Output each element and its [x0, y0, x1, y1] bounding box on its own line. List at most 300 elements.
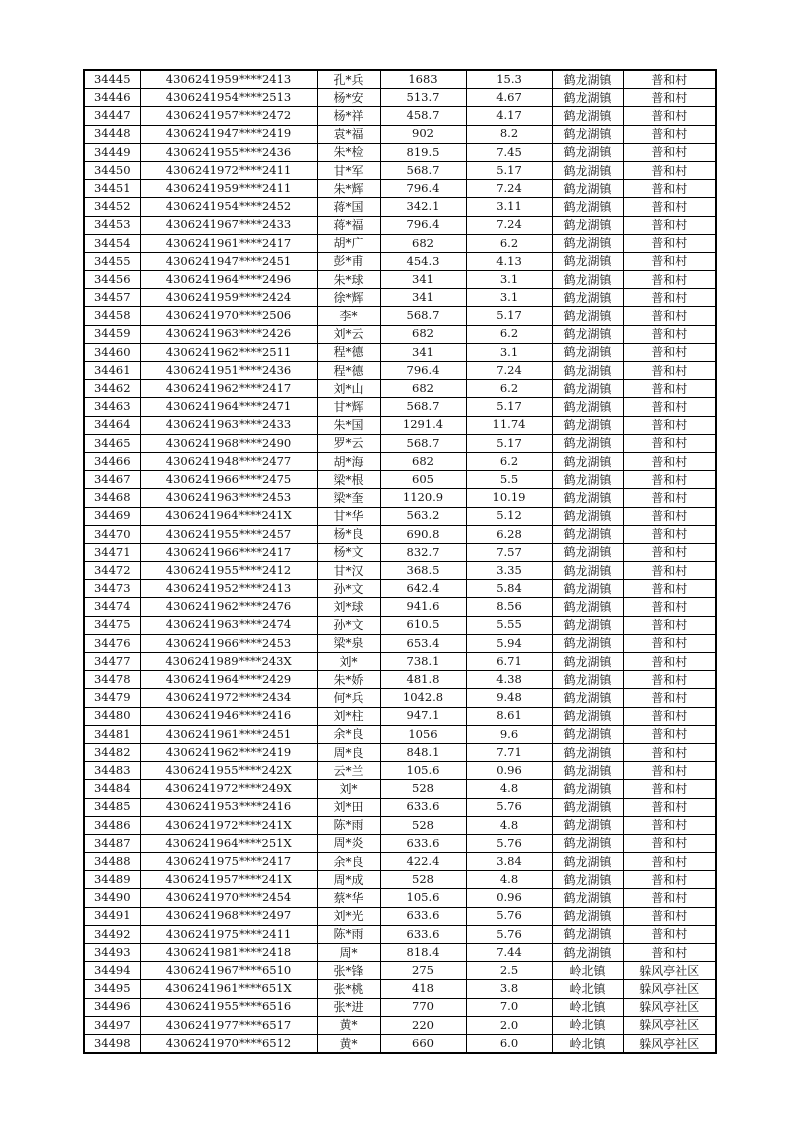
cell-masked-name: 周*良	[317, 743, 380, 761]
cell-town: 鹤龙湖镇	[552, 362, 623, 380]
cell-quantity: 7.71	[466, 743, 552, 761]
cell-masked-name: 蒋*国	[317, 198, 380, 216]
cell-seq-number: 34458	[84, 307, 140, 325]
table-row	[84, 944, 716, 962]
table-row	[84, 161, 716, 179]
cell-masked-name: 甘*华	[317, 507, 380, 525]
cell-town: 鹤龙湖镇	[552, 452, 623, 470]
table-row	[84, 998, 716, 1016]
table-row	[84, 489, 716, 507]
cell-amount: 1291.4	[380, 416, 466, 434]
cell-masked-id-number: 4306241962****2476	[140, 598, 317, 616]
cell-amount: 342.1	[380, 198, 466, 216]
cell-masked-id-number: 4306241972****249X	[140, 780, 317, 798]
cell-masked-id-number: 4306241966****2475	[140, 471, 317, 489]
cell-amount: 528	[380, 780, 466, 798]
table-row	[84, 343, 716, 361]
cell-seq-number: 34463	[84, 398, 140, 416]
cell-amount: 947.1	[380, 707, 466, 725]
cell-masked-id-number: 4306241972****2411	[140, 161, 317, 179]
cell-masked-name: 梁*奎	[317, 489, 380, 507]
cell-masked-name: 陈*雨	[317, 816, 380, 834]
cell-quantity: 7.45	[466, 143, 552, 161]
cell-masked-name: 蔡*华	[317, 889, 380, 907]
cell-quantity: 4.67	[466, 89, 552, 107]
cell-amount: 682	[380, 325, 466, 343]
table-row	[84, 762, 716, 780]
cell-quantity: 8.56	[466, 598, 552, 616]
cell-masked-id-number: 4306241981****2418	[140, 944, 317, 962]
cell-village: 普和村	[623, 598, 716, 616]
cell-quantity: 7.24	[466, 216, 552, 234]
cell-town: 鹤龙湖镇	[552, 780, 623, 798]
cell-masked-name: 徐*辉	[317, 289, 380, 307]
cell-amount: 690.8	[380, 525, 466, 543]
cell-masked-name: 朱*娇	[317, 671, 380, 689]
cell-amount: 1120.9	[380, 489, 466, 507]
cell-amount: 796.4	[380, 216, 466, 234]
cell-seq-number: 34454	[84, 234, 140, 252]
cell-masked-name: 张*桃	[317, 980, 380, 998]
cell-quantity: 4.8	[466, 780, 552, 798]
table-row	[84, 562, 716, 580]
cell-masked-id-number: 4306241955****6516	[140, 998, 317, 1016]
cell-village: 躲风亭社区	[623, 1016, 716, 1034]
cell-masked-id-number: 4306241989****243X	[140, 653, 317, 671]
records-tbody	[84, 70, 716, 1053]
cell-masked-id-number: 4306241975****2411	[140, 925, 317, 943]
table-row	[84, 380, 716, 398]
cell-masked-name: 程*德	[317, 343, 380, 361]
cell-amount: 568.7	[380, 398, 466, 416]
cell-masked-id-number: 4306241964****251X	[140, 834, 317, 852]
cell-amount: 418	[380, 980, 466, 998]
cell-village: 躲风亭社区	[623, 980, 716, 998]
cell-amount: 642.4	[380, 580, 466, 598]
table-row	[84, 198, 716, 216]
cell-masked-name: 张*锋	[317, 962, 380, 980]
cell-quantity: 11.74	[466, 416, 552, 434]
cell-quantity: 6.71	[466, 653, 552, 671]
cell-masked-id-number: 4306241959****2424	[140, 289, 317, 307]
cell-masked-name: 罗*云	[317, 434, 380, 452]
cell-amount: 568.7	[380, 434, 466, 452]
cell-masked-name: 刘*田	[317, 798, 380, 816]
cell-seq-number: 34489	[84, 871, 140, 889]
cell-town: 鹤龙湖镇	[552, 325, 623, 343]
cell-amount: 341	[380, 271, 466, 289]
cell-amount: 848.1	[380, 743, 466, 761]
cell-town: 鹤龙湖镇	[552, 398, 623, 416]
cell-masked-id-number: 4306241957****2472	[140, 107, 317, 125]
cell-masked-name: 刘*	[317, 653, 380, 671]
cell-village: 普和村	[623, 198, 716, 216]
cell-masked-id-number: 4306241959****2411	[140, 180, 317, 198]
cell-masked-id-number: 4306241951****2436	[140, 362, 317, 380]
table-row	[84, 252, 716, 270]
cell-town: 鹤龙湖镇	[552, 507, 623, 525]
cell-village: 普和村	[623, 325, 716, 343]
cell-amount: 563.2	[380, 507, 466, 525]
cell-masked-id-number: 4306241961****651X	[140, 980, 317, 998]
cell-town: 鹤龙湖镇	[552, 944, 623, 962]
cell-amount: 422.4	[380, 853, 466, 871]
cell-masked-name: 周*炎	[317, 834, 380, 852]
table-row	[84, 107, 716, 125]
cell-seq-number: 34496	[84, 998, 140, 1016]
cell-seq-number: 34482	[84, 743, 140, 761]
cell-quantity: 6.2	[466, 325, 552, 343]
cell-amount: 220	[380, 1016, 466, 1034]
cell-amount: 832.7	[380, 543, 466, 561]
cell-masked-id-number: 4306241967****2433	[140, 216, 317, 234]
cell-masked-id-number: 4306241972****241X	[140, 816, 317, 834]
cell-masked-id-number: 4306241964****2496	[140, 271, 317, 289]
table-row	[84, 271, 716, 289]
cell-masked-name: 彭*甫	[317, 252, 380, 270]
cell-village: 普和村	[623, 689, 716, 707]
cell-village: 普和村	[623, 216, 716, 234]
cell-village: 普和村	[623, 562, 716, 580]
table-row	[84, 598, 716, 616]
table-row	[84, 889, 716, 907]
cell-quantity: 2.5	[466, 962, 552, 980]
cell-village: 普和村	[623, 634, 716, 652]
cell-masked-name: 余*良	[317, 725, 380, 743]
table-row	[84, 962, 716, 980]
cell-village: 普和村	[623, 507, 716, 525]
records-table	[83, 69, 717, 1054]
cell-quantity: 6.2	[466, 452, 552, 470]
cell-quantity: 2.0	[466, 1016, 552, 1034]
cell-quantity: 6.28	[466, 525, 552, 543]
cell-masked-name: 孙*文	[317, 616, 380, 634]
cell-quantity: 5.17	[466, 434, 552, 452]
cell-amount: 902	[380, 125, 466, 143]
cell-quantity: 3.1	[466, 271, 552, 289]
cell-town: 鹤龙湖镇	[552, 707, 623, 725]
cell-masked-name: 甘*汉	[317, 562, 380, 580]
cell-seq-number: 34445	[84, 70, 140, 89]
cell-village: 普和村	[623, 743, 716, 761]
cell-quantity: 4.8	[466, 871, 552, 889]
cell-village: 普和村	[623, 889, 716, 907]
cell-seq-number: 34465	[84, 434, 140, 452]
cell-amount: 368.5	[380, 562, 466, 580]
cell-masked-id-number: 4306241947****2451	[140, 252, 317, 270]
cell-seq-number: 34485	[84, 798, 140, 816]
cell-quantity: 5.94	[466, 634, 552, 652]
cell-masked-id-number: 4306241966****2417	[140, 543, 317, 561]
cell-quantity: 3.1	[466, 289, 552, 307]
cell-masked-id-number: 4306241970****2454	[140, 889, 317, 907]
cell-town: 鹤龙湖镇	[552, 180, 623, 198]
cell-town: 鹤龙湖镇	[552, 562, 623, 580]
cell-town: 鹤龙湖镇	[552, 725, 623, 743]
cell-seq-number: 34470	[84, 525, 140, 543]
cell-quantity: 5.17	[466, 161, 552, 179]
cell-quantity: 3.84	[466, 853, 552, 871]
cell-masked-name: 张*进	[317, 998, 380, 1016]
cell-town: 鹤龙湖镇	[552, 689, 623, 707]
cell-quantity: 6.2	[466, 380, 552, 398]
cell-masked-id-number: 4306241968****2490	[140, 434, 317, 452]
cell-village: 普和村	[623, 871, 716, 889]
table-row	[84, 634, 716, 652]
cell-village: 普和村	[623, 180, 716, 198]
cell-town: 鹤龙湖镇	[552, 198, 623, 216]
cell-village: 普和村	[623, 161, 716, 179]
table-row	[84, 671, 716, 689]
cell-quantity: 3.35	[466, 562, 552, 580]
cell-masked-id-number: 4306241975****2417	[140, 853, 317, 871]
cell-seq-number: 34459	[84, 325, 140, 343]
cell-village: 普和村	[623, 143, 716, 161]
cell-seq-number: 34477	[84, 653, 140, 671]
cell-amount: 105.6	[380, 889, 466, 907]
cell-masked-name: 蒋*福	[317, 216, 380, 234]
cell-amount: 818.4	[380, 944, 466, 962]
cell-village: 普和村	[623, 616, 716, 634]
cell-village: 普和村	[623, 471, 716, 489]
cell-town: 鹤龙湖镇	[552, 853, 623, 871]
cell-quantity: 8.61	[466, 707, 552, 725]
table-row	[84, 398, 716, 416]
cell-quantity: 5.17	[466, 398, 552, 416]
cell-amount: 682	[380, 234, 466, 252]
table-row	[84, 653, 716, 671]
cell-masked-name: 余*良	[317, 853, 380, 871]
table-row	[84, 798, 716, 816]
cell-town: 鹤龙湖镇	[552, 107, 623, 125]
table-row	[84, 416, 716, 434]
cell-quantity: 0.96	[466, 889, 552, 907]
cell-quantity: 5.12	[466, 507, 552, 525]
cell-town: 鹤龙湖镇	[552, 125, 623, 143]
table-row	[84, 1016, 716, 1034]
cell-masked-id-number: 4306241955****242X	[140, 762, 317, 780]
table-row	[84, 616, 716, 634]
cell-town: 鹤龙湖镇	[552, 762, 623, 780]
cell-village: 普和村	[623, 925, 716, 943]
cell-village: 普和村	[623, 416, 716, 434]
cell-town: 鹤龙湖镇	[552, 252, 623, 270]
cell-quantity: 5.76	[466, 907, 552, 925]
cell-town: 鹤龙湖镇	[552, 434, 623, 452]
cell-amount: 275	[380, 962, 466, 980]
cell-masked-name: 胡*广	[317, 234, 380, 252]
table-row	[84, 452, 716, 470]
cell-seq-number: 34467	[84, 471, 140, 489]
cell-masked-id-number: 4306241957****241X	[140, 871, 317, 889]
table-row	[84, 70, 716, 89]
cell-quantity: 3.1	[466, 343, 552, 361]
table-row	[84, 362, 716, 380]
table-row	[84, 289, 716, 307]
cell-masked-id-number: 4306241977****6517	[140, 1016, 317, 1034]
cell-town: 鹤龙湖镇	[552, 343, 623, 361]
cell-masked-id-number: 4306241954****2513	[140, 89, 317, 107]
cell-quantity: 7.24	[466, 362, 552, 380]
cell-seq-number: 34457	[84, 289, 140, 307]
cell-seq-number: 34462	[84, 380, 140, 398]
cell-masked-id-number: 4306241970****6512	[140, 1034, 317, 1053]
cell-amount: 941.6	[380, 598, 466, 616]
cell-seq-number: 34474	[84, 598, 140, 616]
cell-village: 普和村	[623, 816, 716, 834]
cell-town: 鹤龙湖镇	[552, 634, 623, 652]
cell-town: 鹤龙湖镇	[552, 416, 623, 434]
cell-masked-id-number: 4306241961****2451	[140, 725, 317, 743]
cell-seq-number: 34464	[84, 416, 140, 434]
cell-village: 普和村	[623, 580, 716, 598]
cell-amount: 568.7	[380, 161, 466, 179]
cell-town: 鹤龙湖镇	[552, 380, 623, 398]
cell-masked-name: 朱*球	[317, 271, 380, 289]
cell-masked-id-number: 4306241962****2419	[140, 743, 317, 761]
table-row	[84, 434, 716, 452]
cell-town: 鹤龙湖镇	[552, 289, 623, 307]
cell-masked-name: 李*	[317, 307, 380, 325]
cell-village: 普和村	[623, 944, 716, 962]
cell-quantity: 3.11	[466, 198, 552, 216]
table-row	[84, 707, 716, 725]
cell-quantity: 4.13	[466, 252, 552, 270]
cell-quantity: 9.48	[466, 689, 552, 707]
cell-seq-number: 34480	[84, 707, 140, 725]
cell-seq-number: 34488	[84, 853, 140, 871]
table-row	[84, 180, 716, 198]
cell-quantity: 5.76	[466, 925, 552, 943]
cell-masked-name: 何*兵	[317, 689, 380, 707]
cell-village: 普和村	[623, 307, 716, 325]
cell-amount: 633.6	[380, 798, 466, 816]
cell-masked-name: 杨*文	[317, 543, 380, 561]
cell-amount: 481.8	[380, 671, 466, 689]
table-row	[84, 543, 716, 561]
cell-quantity: 6.0	[466, 1034, 552, 1053]
table-row	[84, 816, 716, 834]
cell-amount: 770	[380, 998, 466, 1016]
cell-town: 岭北镇	[552, 962, 623, 980]
cell-amount: 105.6	[380, 762, 466, 780]
cell-village: 普和村	[623, 234, 716, 252]
cell-village: 普和村	[623, 362, 716, 380]
cell-amount: 513.7	[380, 89, 466, 107]
cell-masked-name: 云*兰	[317, 762, 380, 780]
cell-village: 普和村	[623, 252, 716, 270]
cell-town: 鹤龙湖镇	[552, 234, 623, 252]
cell-quantity: 5.55	[466, 616, 552, 634]
cell-masked-name: 刘*云	[317, 325, 380, 343]
cell-masked-name: 杨*安	[317, 89, 380, 107]
cell-amount: 610.5	[380, 616, 466, 634]
cell-town: 鹤龙湖镇	[552, 871, 623, 889]
cell-village: 普和村	[623, 671, 716, 689]
cell-masked-id-number: 4306241966****2453	[140, 634, 317, 652]
cell-quantity: 7.0	[466, 998, 552, 1016]
cell-seq-number: 34449	[84, 143, 140, 161]
cell-village: 普和村	[623, 125, 716, 143]
cell-masked-name: 梁*泉	[317, 634, 380, 652]
cell-village: 普和村	[623, 834, 716, 852]
cell-masked-id-number: 4306241961****2417	[140, 234, 317, 252]
cell-village: 普和村	[623, 107, 716, 125]
cell-seq-number: 34466	[84, 452, 140, 470]
cell-seq-number: 34493	[84, 944, 140, 962]
cell-quantity: 5.84	[466, 580, 552, 598]
cell-masked-id-number: 4306241963****2453	[140, 489, 317, 507]
cell-seq-number: 34492	[84, 925, 140, 943]
table-row	[84, 580, 716, 598]
cell-village: 普和村	[623, 434, 716, 452]
cell-village: 普和村	[623, 725, 716, 743]
cell-masked-id-number: 4306241967****6510	[140, 962, 317, 980]
table-row	[84, 89, 716, 107]
cell-masked-id-number: 4306241968****2497	[140, 907, 317, 925]
table-row	[84, 216, 716, 234]
cell-seq-number: 34498	[84, 1034, 140, 1053]
cell-masked-name: 孔*兵	[317, 70, 380, 89]
cell-masked-name: 甘*军	[317, 161, 380, 179]
cell-quantity: 7.57	[466, 543, 552, 561]
cell-town: 鹤龙湖镇	[552, 471, 623, 489]
table-row	[84, 471, 716, 489]
cell-town: 鹤龙湖镇	[552, 653, 623, 671]
cell-amount: 633.6	[380, 907, 466, 925]
cell-village: 普和村	[623, 452, 716, 470]
cell-amount: 528	[380, 871, 466, 889]
cell-village: 普和村	[623, 707, 716, 725]
cell-amount: 796.4	[380, 180, 466, 198]
cell-seq-number: 34450	[84, 161, 140, 179]
table-row	[84, 980, 716, 998]
cell-seq-number: 34455	[84, 252, 140, 270]
cell-village: 普和村	[623, 762, 716, 780]
cell-quantity: 4.8	[466, 816, 552, 834]
cell-town: 鹤龙湖镇	[552, 743, 623, 761]
table-row	[84, 834, 716, 852]
cell-seq-number: 34490	[84, 889, 140, 907]
cell-seq-number: 34451	[84, 180, 140, 198]
cell-amount: 1042.8	[380, 689, 466, 707]
cell-masked-name: 刘*球	[317, 598, 380, 616]
cell-seq-number: 34473	[84, 580, 140, 598]
cell-masked-name: 刘*光	[317, 907, 380, 925]
cell-masked-name: 朱*检	[317, 143, 380, 161]
cell-masked-name: 周*	[317, 944, 380, 962]
cell-quantity: 5.76	[466, 834, 552, 852]
cell-seq-number: 34478	[84, 671, 140, 689]
cell-town: 岭北镇	[552, 998, 623, 1016]
cell-village: 普和村	[623, 543, 716, 561]
table-row	[84, 1034, 716, 1053]
cell-quantity: 7.44	[466, 944, 552, 962]
cell-village: 普和村	[623, 289, 716, 307]
cell-masked-name: 朱*辉	[317, 180, 380, 198]
cell-masked-id-number: 4306241954****2452	[140, 198, 317, 216]
cell-quantity: 7.24	[466, 180, 552, 198]
cell-quantity: 5.17	[466, 307, 552, 325]
cell-amount: 1683	[380, 70, 466, 89]
cell-masked-id-number: 4306241953****2416	[140, 798, 317, 816]
cell-village: 普和村	[623, 70, 716, 89]
table-row	[84, 725, 716, 743]
cell-masked-id-number: 4306241955****2436	[140, 143, 317, 161]
cell-masked-id-number: 4306241972****2434	[140, 689, 317, 707]
cell-town: 鹤龙湖镇	[552, 489, 623, 507]
cell-masked-id-number: 4306241947****2419	[140, 125, 317, 143]
